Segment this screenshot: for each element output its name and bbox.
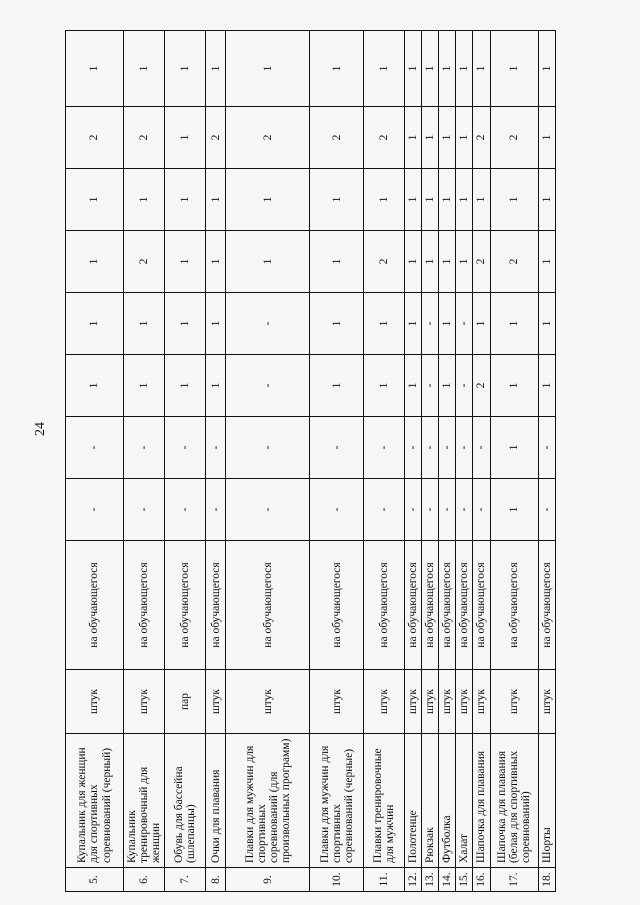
value-cell: 2 [206,107,226,169]
value-cell: - [364,417,405,479]
item-name-cell: Шапочка для плавания [473,734,490,868]
value-cell: 1 [473,293,490,355]
unit-cell: штук [490,670,538,734]
table-row [310,31,364,892]
value-cell: 1 [310,169,364,231]
value-cell: - [538,417,555,479]
value-cell: 1 [490,293,538,355]
value-cell: 1 [490,31,538,107]
value-cell: - [405,479,422,541]
value-cell: 1 [490,355,538,417]
calculation-unit-cell: на обучающегося [456,541,473,670]
value-cell: 1 [66,31,124,107]
value-cell: 1 [206,231,226,293]
unit-cell: штук [310,670,364,734]
value-cell: 2 [364,231,405,293]
value-cell: 1 [66,355,124,417]
value-cell: 1 [165,231,206,293]
value-cell: - [226,293,310,355]
value-cell: 1 [206,31,226,107]
unit-cell: пар [165,670,206,734]
unit-cell: штук [226,670,310,734]
unit-cell: штук [124,670,165,734]
value-cell: 1 [310,231,364,293]
value-cell: 1 [405,107,422,169]
value-cell: 1 [124,355,165,417]
item-name-cell: Обувь для бассейна (шлепанцы) [165,734,206,868]
value-cell: 2 [490,231,538,293]
value-cell: - [310,417,364,479]
value-cell: 2 [226,107,310,169]
row-number-cell: 17. [490,868,538,892]
value-cell: 1 [422,31,439,107]
row-number-cell: 16. [473,868,490,892]
value-cell: 1 [538,31,555,107]
value-cell: 1 [310,293,364,355]
value-cell: 1 [439,31,456,107]
item-name-cell: Купальник тренировочный для женщин [124,734,165,868]
unit-cell: штук [473,670,490,734]
value-cell: 1 [405,169,422,231]
value-cell: - [422,417,439,479]
rotated-table-container [65,30,556,892]
value-cell: - [310,479,364,541]
value-cell: 2 [66,107,124,169]
value-cell: - [422,479,439,541]
value-cell: - [473,479,490,541]
value-cell: - [439,479,456,541]
value-cell: - [226,417,310,479]
value-cell: 1 [405,293,422,355]
table-row [490,31,538,892]
table-row [124,31,165,892]
value-cell: 1 [456,169,473,231]
row-number-cell: 13. [422,868,439,892]
table-row [405,31,422,892]
unit-cell: штук [456,670,473,734]
value-cell: - [124,417,165,479]
unit-cell: штук [66,670,124,734]
value-cell: 1 [405,231,422,293]
value-cell: 2 [473,231,490,293]
value-cell: - [422,355,439,417]
value-cell: - [538,479,555,541]
value-cell: 1 [66,293,124,355]
table-row [456,31,473,892]
value-cell: - [226,479,310,541]
value-cell: - [456,479,473,541]
value-cell: 1 [538,293,555,355]
value-cell: 2 [473,107,490,169]
table-body [66,31,556,892]
table-row [422,31,439,892]
value-cell: - [165,417,206,479]
value-cell: 1 [473,31,490,107]
table-row [364,31,405,892]
table-row [66,31,124,892]
table-row [165,31,206,892]
value-cell: 1 [439,231,456,293]
value-cell: 1 [439,169,456,231]
value-cell: 1 [226,231,310,293]
calculation-unit-cell: на обучающегося [226,541,310,670]
value-cell: - [456,355,473,417]
value-cell: 1 [226,169,310,231]
value-cell: 1 [165,169,206,231]
row-number-cell: 7. [165,868,206,892]
row-number-cell: 11. [364,868,405,892]
value-cell: 1 [490,169,538,231]
value-cell: 1 [124,169,165,231]
value-cell: 1 [538,355,555,417]
calculation-unit-cell: на обучающегося [165,541,206,670]
value-cell: 1 [364,169,405,231]
value-cell: - [226,355,310,417]
value-cell: 1 [422,169,439,231]
value-cell: - [206,479,226,541]
value-cell: 1 [405,31,422,107]
value-cell: 1 [310,355,364,417]
value-cell: 2 [364,107,405,169]
calculation-unit-cell: на обучающегося [538,541,555,670]
item-name-cell: Футболка [439,734,456,868]
row-number-cell: 12. [405,868,422,892]
equipment-table [65,30,556,892]
item-name-cell: Плавки для мужчин для спортивных соревнований (для произвольных программ) [226,734,310,868]
item-name-cell: Плавки тренировочные для мужчин [364,734,405,868]
item-name-cell: Халат [456,734,473,868]
value-cell: 1 [439,107,456,169]
page-number: 24 [33,422,48,436]
unit-cell: штук [422,670,439,734]
value-cell: 1 [165,107,206,169]
value-cell: 1 [490,479,538,541]
value-cell: 1 [538,107,555,169]
row-number-cell: 10. [310,868,364,892]
value-cell: - [66,417,124,479]
value-cell: 1 [490,417,538,479]
value-cell: 1 [439,293,456,355]
calculation-unit-cell: на обучающегося [473,541,490,670]
value-cell: - [456,417,473,479]
item-name-cell: Плавки для мужчин для спортивных соревнований (черные) [310,734,364,868]
item-name-cell: Шапочка для плавания (белая для спортивных соревнований) [490,734,538,868]
value-cell: 1 [405,355,422,417]
row-number-cell: 9. [226,868,310,892]
value-cell: - [439,417,456,479]
value-cell: - [422,293,439,355]
value-cell: 1 [124,31,165,107]
row-number-cell: 5. [66,868,124,892]
value-cell: 1 [66,169,124,231]
value-cell: 1 [456,31,473,107]
table-row [439,31,456,892]
unit-cell: штук [439,670,456,734]
row-number-cell: 6. [124,868,165,892]
unit-cell: штук [206,670,226,734]
calculation-unit-cell: на обучающегося [405,541,422,670]
value-cell: 1 [538,231,555,293]
calculation-unit-cell: на обучающегося [490,541,538,670]
value-cell: 1 [422,231,439,293]
value-cell: 1 [206,355,226,417]
calculation-unit-cell: на обучающегося [66,541,124,670]
item-name-cell: Очки для плавания [206,734,226,868]
calculation-unit-cell: на обучающегося [124,541,165,670]
value-cell: 2 [310,107,364,169]
calculation-unit-cell: на обучающегося [310,541,364,670]
value-cell: 1 [456,107,473,169]
calculation-unit-cell: на обучающегося [206,541,226,670]
value-cell: 2 [124,231,165,293]
calculation-unit-cell: на обучающегося [364,541,405,670]
value-cell: 2 [490,107,538,169]
value-cell: - [456,293,473,355]
value-cell: - [66,479,124,541]
value-cell: - [206,417,226,479]
calculation-unit-cell: на обучающегося [422,541,439,670]
table-row [226,31,310,892]
unit-cell: штук [538,670,555,734]
value-cell: 2 [124,107,165,169]
value-cell: - [165,479,206,541]
unit-cell: штук [364,670,405,734]
calculation-unit-cell: на обучающегося [439,541,456,670]
row-number-cell: 8. [206,868,226,892]
value-cell: 1 [364,31,405,107]
value-cell: 1 [66,231,124,293]
value-cell: - [473,417,490,479]
value-cell: 1 [165,31,206,107]
row-number-cell: 18. [538,868,555,892]
row-number-cell: 15. [456,868,473,892]
value-cell: 1 [165,293,206,355]
unit-cell: штук [405,670,422,734]
value-cell: - [405,417,422,479]
value-cell: 1 [364,293,405,355]
item-name-cell: Купальник для женщин для спортивных соревнований (черный) [66,734,124,868]
table-row [473,31,490,892]
value-cell: 1 [206,293,226,355]
value-cell: 1 [538,169,555,231]
value-cell: 2 [473,355,490,417]
table-row [206,31,226,892]
value-cell: - [124,479,165,541]
value-cell: 1 [422,107,439,169]
value-cell: 1 [456,231,473,293]
value-cell: 1 [310,31,364,107]
value-cell: - [364,479,405,541]
value-cell: 1 [364,355,405,417]
item-name-cell: Рюкзак [422,734,439,868]
table-row [538,31,555,892]
value-cell: 1 [124,293,165,355]
item-name-cell: Шорты [538,734,555,868]
value-cell: 1 [165,355,206,417]
item-name-cell: Полотенце [405,734,422,868]
value-cell: 1 [206,169,226,231]
row-number-cell: 14. [439,868,456,892]
value-cell: 1 [226,31,310,107]
value-cell: 1 [473,169,490,231]
value-cell: 1 [439,355,456,417]
